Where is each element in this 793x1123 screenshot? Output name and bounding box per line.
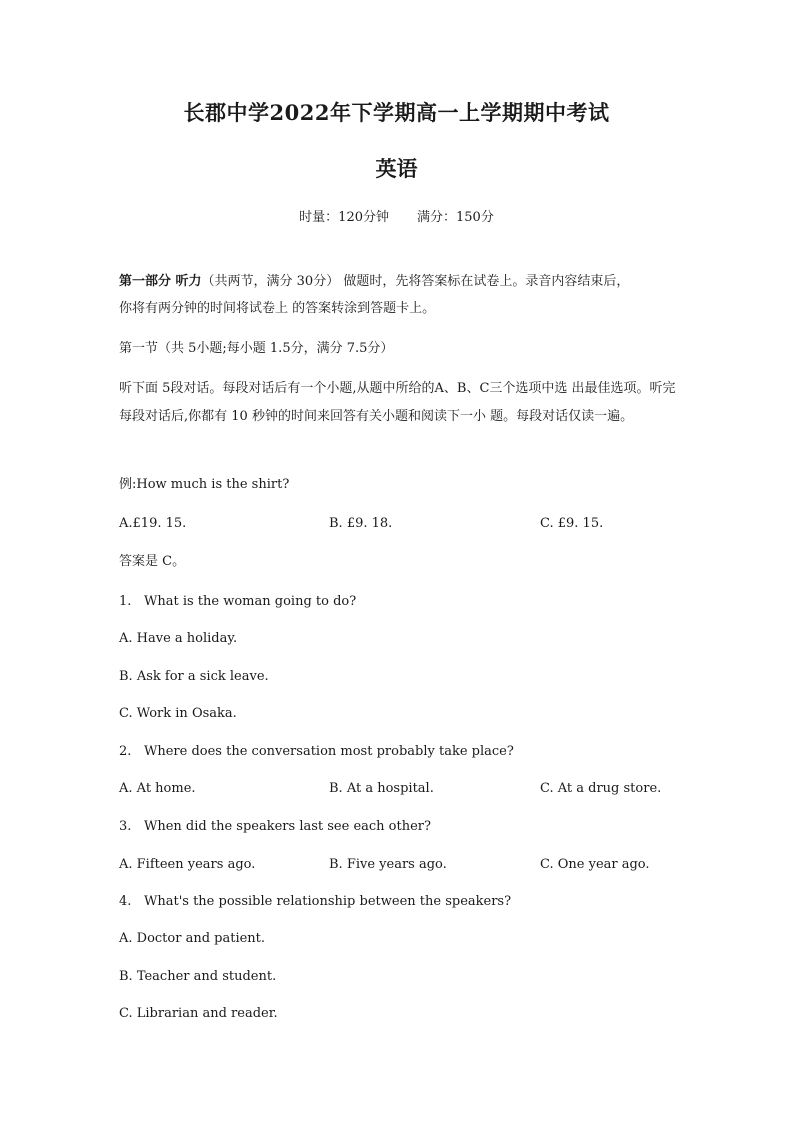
q1-option-b: B. Ask for a sick leave. — [119, 669, 269, 684]
example-answer: 答案是 C。 — [119, 554, 186, 569]
part1-intro-rest: （共两节，满分 30分） 做题时，先将答案标在试卷上。录音内容结束后， — [201, 274, 630, 289]
question-1 — [119, 592, 356, 612]
section1-heading: 第一节（共 5小题;每小题 1.5分，满分 7.5分） — [119, 341, 394, 356]
question-number: 3. — [119, 819, 132, 834]
question-text: Where does the conversation most probably take place? — [144, 744, 514, 759]
q4-option-a: A. Doctor and patient. — [119, 931, 266, 946]
question-4 — [119, 892, 511, 912]
q2-option-c: C. At a drug store. — [540, 781, 662, 796]
exam-title: 长郡中学2022年下学期高一上学期期中考试 — [183, 100, 610, 125]
section1-instructions: 听下面 5段对话。每段对话后有一个小题,从题中所给的A、B、C三个选项中选 出最佳选项。听完每段对话后,你都有 10 秒钟的时间来回答有关小题和阅读下一小 题。每段对话仅读一遍。 — [119, 381, 676, 424]
question-number: 4. — [119, 894, 132, 909]
part1-intro-line2: 你将有两分钟的时间将试卷上 的答案转涂到答题卡上。 — [119, 301, 436, 316]
example-question: 例:How much is the shirt? — [119, 477, 290, 492]
example-option-a: A.£19. 15. — [119, 516, 187, 531]
example-option-c: C. £9. 15. — [540, 516, 604, 531]
q3-option-c: C. One year ago. — [540, 857, 650, 872]
full-score: 满分：150分 — [417, 210, 494, 225]
question-2 — [119, 742, 514, 762]
question-text: What's the possible relationship between the speakers? — [144, 894, 512, 909]
time-limit: 时量：120分钟 — [299, 210, 389, 225]
question-text: When did the speakers last see each other? — [144, 819, 431, 834]
question-3 — [119, 817, 431, 837]
q3-option-b: B. Five years ago. — [329, 857, 447, 872]
q3-option-a: A. Fifteen years ago. — [119, 857, 256, 872]
q1-option-a: A. Have a holiday. — [119, 631, 238, 646]
part1-heading: 第一部分 听力 — [119, 274, 202, 289]
q4-option-c: C. Librarian and reader. — [119, 1006, 278, 1021]
question-text: What is the woman going to do? — [144, 594, 357, 609]
exam-meta — [0, 206, 793, 225]
question-number: 1. — [119, 594, 132, 609]
part1-intro-line1 — [119, 268, 679, 296]
example-option-b: B. £9. 18. — [329, 516, 393, 531]
q2-option-b: B. At a hospital. — [329, 781, 434, 796]
question-number: 2. — [119, 744, 132, 759]
q1-option-c: C. Work in Osaka. — [119, 706, 237, 721]
q4-option-b: B. Teacher and student. — [119, 969, 277, 984]
q2-option-a: A. At home. — [119, 781, 196, 796]
exam-subject: 英语 — [375, 156, 418, 181]
